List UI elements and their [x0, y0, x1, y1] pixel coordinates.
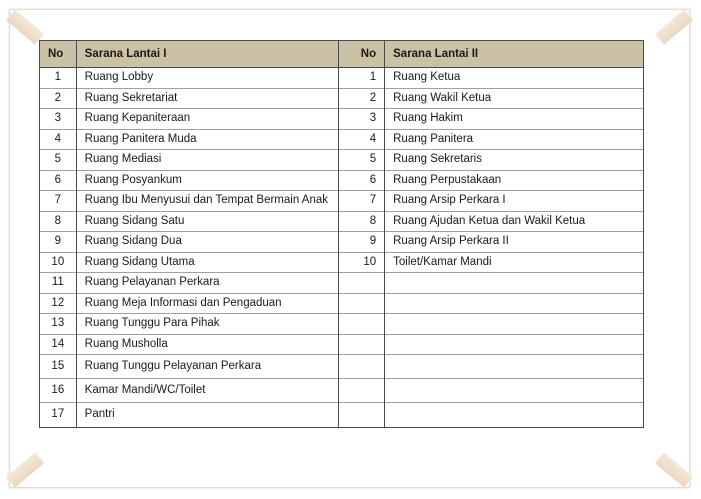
row-no-lantai-1: 11 — [40, 273, 77, 294]
row-no-lantai-2: 5 — [339, 150, 385, 171]
row-no-lantai-2: 8 — [339, 211, 385, 232]
row-sarana-lantai-2: Ruang Panitera — [385, 129, 644, 150]
row-sarana-lantai-1: Ruang Musholla — [76, 334, 339, 355]
table-row — [40, 191, 644, 212]
row-no-lantai-1: 17 — [40, 403, 77, 428]
table-row — [40, 379, 644, 403]
tape-corner-bottom-left — [6, 452, 44, 487]
row-sarana-lantai-1: Ruang Tunggu Pelayanan Perkara — [76, 355, 339, 379]
row-sarana-lantai-1: Ruang Panitera Muda — [76, 129, 339, 150]
table-row — [40, 88, 644, 109]
row-sarana-lantai-2 — [385, 379, 644, 403]
row-no-lantai-2: 3 — [339, 109, 385, 130]
row-sarana-lantai-1: Ruang Meja Informasi dan Pengaduan — [76, 293, 339, 314]
row-sarana-lantai-2 — [385, 403, 644, 428]
row-no-lantai-1: 9 — [40, 232, 77, 253]
table-row — [40, 211, 644, 232]
row-sarana-lantai-1: Ruang Pelayanan Perkara — [76, 273, 339, 294]
row-sarana-lantai-2: Ruang Ketua — [385, 68, 644, 89]
row-no-lantai-1: 7 — [40, 191, 77, 212]
row-sarana-lantai-2: Toilet/Kamar Mandi — [385, 252, 644, 273]
row-sarana-lantai-1: Kamar Mandi/WC/Toilet — [76, 379, 339, 403]
table-row — [40, 252, 644, 273]
row-no-lantai-1: 14 — [40, 334, 77, 355]
table-row — [40, 334, 644, 355]
row-no-lantai-1: 3 — [40, 109, 77, 130]
row-no-lantai-1: 16 — [40, 379, 77, 403]
row-no-lantai-2 — [339, 403, 385, 428]
row-no-lantai-2 — [339, 334, 385, 355]
row-no-lantai-1: 5 — [40, 150, 77, 171]
row-sarana-lantai-2: Ruang Ajudan Ketua dan Wakil Ketua — [385, 211, 644, 232]
table-row — [40, 68, 644, 89]
row-sarana-lantai-1: Ruang Kepaniteraan — [76, 109, 339, 130]
row-no-lantai-2: 4 — [339, 129, 385, 150]
row-sarana-lantai-1: Ruang Sidang Satu — [76, 211, 339, 232]
row-no-lantai-1: 10 — [40, 252, 77, 273]
table-row — [40, 109, 644, 130]
row-no-lantai-1: 8 — [40, 211, 77, 232]
table-row — [40, 314, 644, 335]
row-sarana-lantai-1: Ruang Mediasi — [76, 150, 339, 171]
row-sarana-lantai-2 — [385, 273, 644, 294]
row-no-lantai-2: 10 — [339, 252, 385, 273]
table-row — [40, 403, 644, 428]
table-row — [40, 170, 644, 191]
row-no-lantai-1: 12 — [40, 293, 77, 314]
row-no-lantai-1: 4 — [40, 129, 77, 150]
table-row — [40, 129, 644, 150]
row-no-lantai-2: 1 — [339, 68, 385, 89]
row-sarana-lantai-2: Ruang Perpustakaan — [385, 170, 644, 191]
row-no-lantai-2 — [339, 273, 385, 294]
table-row — [40, 273, 644, 294]
row-no-lantai-2 — [339, 314, 385, 335]
row-no-lantai-2 — [339, 379, 385, 403]
row-no-lantai-2 — [339, 293, 385, 314]
row-sarana-lantai-2: Ruang Arsip Perkara II — [385, 232, 644, 253]
row-sarana-lantai-2: Ruang Sekretaris — [385, 150, 644, 171]
row-sarana-lantai-2 — [385, 355, 644, 379]
table-row — [40, 355, 644, 379]
row-sarana-lantai-1: Ruang Tunggu Para Pihak — [76, 314, 339, 335]
row-no-lantai-1: 2 — [40, 88, 77, 109]
row-no-lantai-2: 6 — [339, 170, 385, 191]
table-row — [40, 232, 644, 253]
header-no-lantai-1: No — [40, 41, 77, 68]
row-no-lantai-2: 7 — [339, 191, 385, 212]
row-sarana-lantai-2: Ruang Hakim — [385, 109, 644, 130]
header-sarana-lantai-2: Sarana Lantai II — [385, 41, 644, 68]
header-no-lantai-2: No — [339, 41, 385, 68]
table-row — [40, 293, 644, 314]
row-no-lantai-2 — [339, 355, 385, 379]
row-no-lantai-1: 15 — [40, 355, 77, 379]
row-no-lantai-2: 9 — [339, 232, 385, 253]
header-sarana-lantai-1: Sarana Lantai I — [76, 41, 339, 68]
row-no-lantai-2: 2 — [339, 88, 385, 109]
tape-corner-bottom-right — [655, 452, 693, 487]
row-sarana-lantai-2: Ruang Arsip Perkara I — [385, 191, 644, 212]
row-sarana-lantai-1: Ruang Posyankum — [76, 170, 339, 191]
row-sarana-lantai-1: Ruang Sidang Utama — [76, 252, 339, 273]
row-sarana-lantai-1: Ruang Ibu Menyusui dan Tempat Bermain Anak — [76, 191, 339, 212]
row-sarana-lantai-1: Ruang Lobby — [76, 68, 339, 89]
row-sarana-lantai-2 — [385, 293, 644, 314]
row-no-lantai-1: 6 — [40, 170, 77, 191]
tape-corner-top-right — [655, 9, 693, 44]
row-sarana-lantai-2 — [385, 334, 644, 355]
table-row — [40, 150, 644, 171]
row-no-lantai-1: 1 — [40, 68, 77, 89]
row-no-lantai-1: 13 — [40, 314, 77, 335]
row-sarana-lantai-1: Ruang Sekretariat — [76, 88, 339, 109]
row-sarana-lantai-1: Ruang Sidang Dua — [76, 232, 339, 253]
table-header-row — [40, 41, 644, 68]
row-sarana-lantai-2 — [385, 314, 644, 335]
sarana-table — [39, 40, 644, 428]
row-sarana-lantai-2: Ruang Wakil Ketua — [385, 88, 644, 109]
row-sarana-lantai-1: Pantri — [76, 403, 339, 428]
